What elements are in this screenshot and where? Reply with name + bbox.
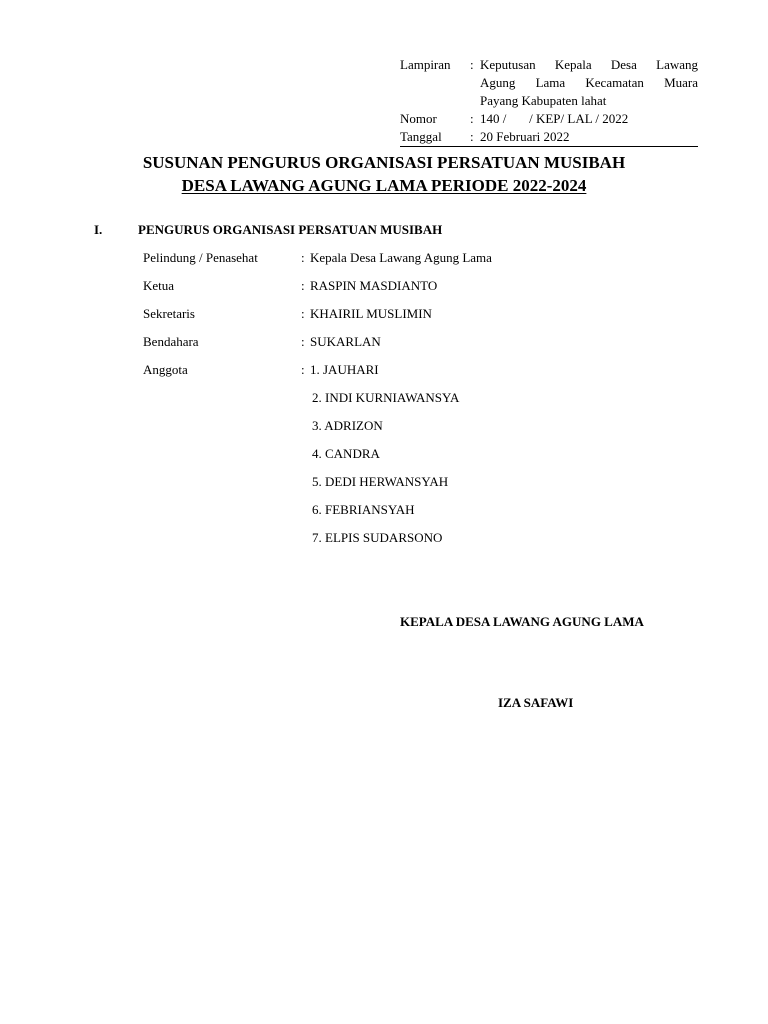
member-item: 6. FEBRIANSYAH bbox=[312, 502, 415, 517]
colon: : bbox=[301, 306, 305, 321]
role-label: Pelindung / Penasehat bbox=[143, 250, 258, 265]
member-item: 4. CANDRA bbox=[312, 446, 380, 461]
lampiran-line-3: Payang Kabupaten lahat bbox=[480, 93, 607, 108]
tanggal-label: Tanggal bbox=[400, 129, 442, 144]
member-item: 3. ADRIZON bbox=[312, 418, 383, 433]
colon: : bbox=[301, 334, 305, 349]
tanggal-row bbox=[400, 128, 698, 147]
colon: : bbox=[470, 111, 474, 126]
spacer bbox=[470, 92, 480, 110]
colon: : bbox=[470, 129, 474, 144]
tanggal-value: 20 Februari 2022 bbox=[480, 129, 570, 144]
spacer bbox=[400, 92, 470, 110]
member-item: 7. ELPIS SUDARSONO bbox=[312, 530, 443, 545]
role-row bbox=[143, 362, 492, 390]
lampiran-row-3 bbox=[400, 92, 698, 110]
role-row bbox=[143, 278, 492, 306]
member-item: 5. DEDI HERWANSYAH bbox=[312, 474, 449, 489]
document-title-line-2 bbox=[0, 176, 768, 196]
nomor-value: 140 / / KEP/ LAL / 2022 bbox=[480, 111, 629, 126]
section-title: PENGURUS ORGANISASI PERSATUAN MUSIBAH bbox=[138, 222, 443, 237]
role-value: 1. JAUHARI bbox=[310, 362, 379, 377]
lampiran-label: Lampiran bbox=[400, 57, 451, 72]
signature-title: KEPALA DESA LAWANG AGUNG LAMA bbox=[400, 614, 644, 629]
role-value: RASPIN MASDIANTO bbox=[310, 278, 438, 293]
role-label: Anggota bbox=[143, 362, 188, 377]
role-label: Ketua bbox=[143, 278, 175, 293]
lampiran-line-2: Agung Lama Kecamatan Muara bbox=[480, 75, 698, 90]
nomor-row bbox=[400, 110, 698, 128]
spacer bbox=[400, 74, 470, 92]
lampiran-line-1: Keputusan Kepala Desa Lawang bbox=[480, 57, 698, 72]
colon: : bbox=[301, 278, 305, 293]
colon: : bbox=[301, 250, 305, 265]
attachment-block bbox=[400, 56, 698, 147]
document-title-line-1: SUSUNAN PENGURUS ORGANISASI PERSATUAN MUSIBAH bbox=[142, 153, 626, 172]
section-number: I. bbox=[94, 222, 103, 237]
role-row bbox=[143, 334, 492, 362]
colon: : bbox=[470, 57, 474, 72]
colon: : bbox=[301, 362, 305, 377]
members-list bbox=[312, 390, 459, 558]
member-item: 2. INDI KURNIAWANSYA bbox=[312, 390, 460, 405]
role-value: KHAIRIL MUSLIMIN bbox=[310, 306, 432, 321]
roles-list bbox=[143, 250, 492, 390]
lampiran-row-2 bbox=[400, 74, 698, 92]
role-row bbox=[143, 306, 492, 334]
section-heading bbox=[94, 222, 442, 238]
role-row bbox=[143, 250, 492, 278]
document-title-line-2-text: DESA LAWANG AGUNG LAMA PERIODE 2022-2024 bbox=[181, 176, 587, 195]
spacer bbox=[470, 74, 480, 92]
lampiran-row bbox=[400, 56, 698, 74]
role-value: SUKARLAN bbox=[310, 334, 381, 349]
signature-name: IZA SAFAWI bbox=[498, 695, 574, 710]
role-value: Kepala Desa Lawang Agung Lama bbox=[310, 250, 492, 265]
role-label: Sekretaris bbox=[143, 306, 195, 321]
role-label: Bendahara bbox=[143, 334, 199, 349]
nomor-label: Nomor bbox=[400, 111, 437, 126]
